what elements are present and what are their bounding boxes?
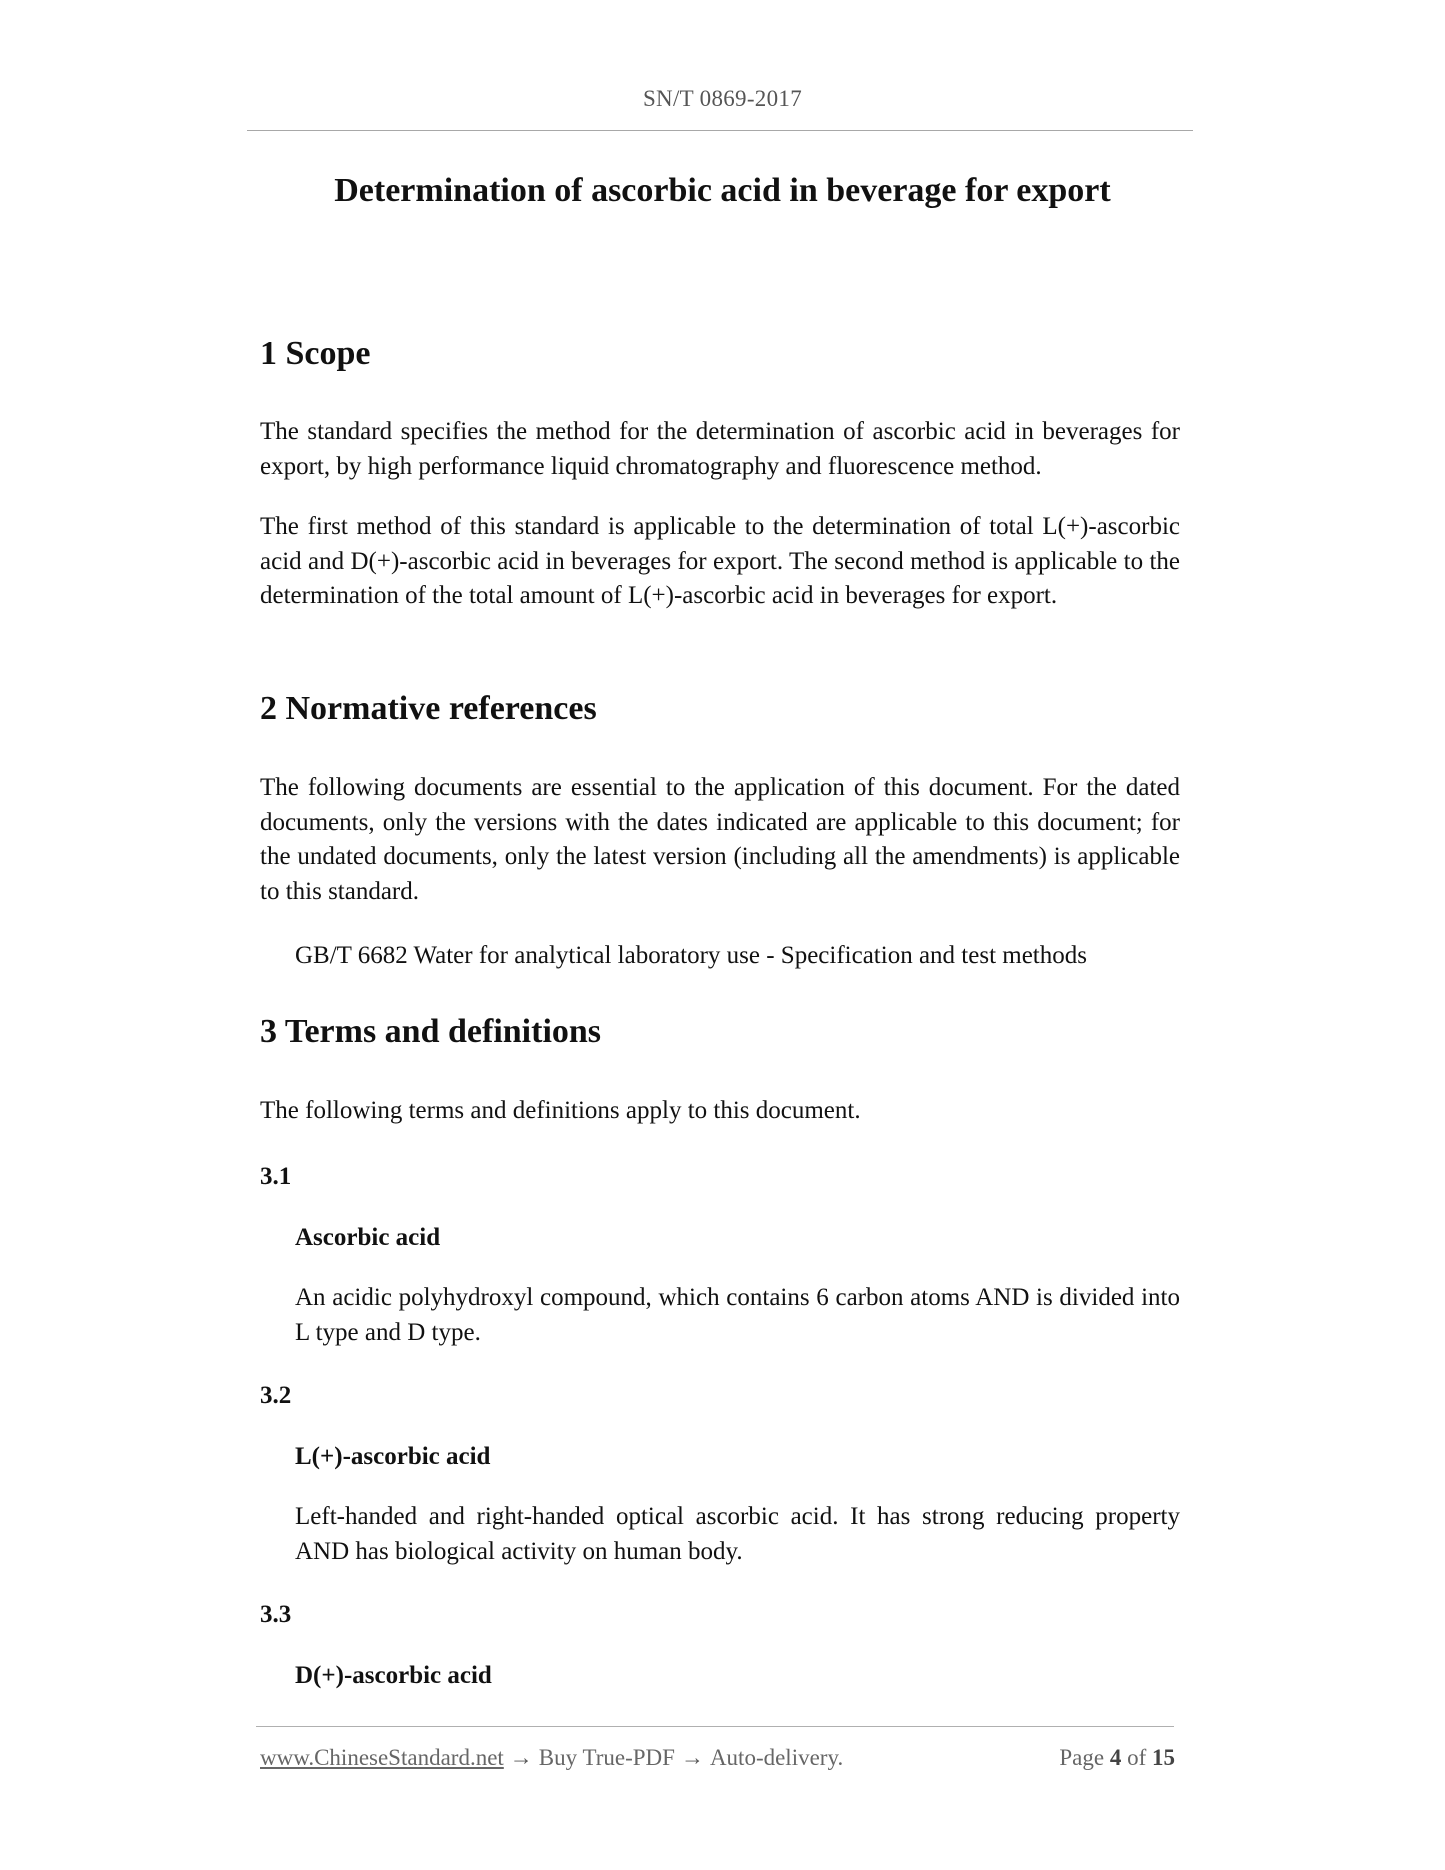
scope-paragraph-2: The first method of this standard is applicable to the determination of total L(+)-ascorbic acid and D(+)-ascorbic acid in beverages for export. The second method is applicable to the determination of the total amount of L(+)-ascorbic acid in beverages for export.: [260, 513, 1180, 609]
page-number: [1059, 1745, 1175, 1771]
term-name: D(+)-ascorbic acid: [295, 1662, 492, 1689]
buy-true-pdf-text: Buy True-PDF: [538, 1745, 675, 1770]
footer-left: [260, 1745, 843, 1771]
page-current: 4: [1109, 1745, 1122, 1770]
page-label: Page: [1059, 1745, 1105, 1770]
term-definition: An acidic polyhydroxyl compound, which contains 6 carbon atoms AND is divided into L type and D type.: [295, 1284, 1180, 1346]
document-title: Determination of ascorbic acid in beverage for export: [334, 172, 1111, 209]
footer-divider: [256, 1726, 1174, 1727]
right-arrow-icon: →: [680, 1745, 704, 1770]
section-heading-terms: 3 Terms and definitions: [260, 1013, 602, 1050]
header-divider: [247, 130, 1193, 131]
scope-paragraph-1: The standard specifies the method for the determination of ascorbic acid in beverages for export, by high performance liquid chromatography and fluorescence method.: [260, 418, 1180, 480]
auto-delivery-text: Auto-delivery.: [709, 1745, 844, 1770]
site-link[interactable]: www.ChineseStandard.net: [260, 1745, 504, 1770]
term-number: 3.2: [260, 1382, 292, 1409]
term-name: L(+)-ascorbic acid: [295, 1443, 491, 1470]
term-definition: Left-handed and right-handed optical ascorbic acid. It has strong reducing property AND has biological activity on human body.: [295, 1503, 1180, 1565]
term-name: Ascorbic acid: [295, 1224, 441, 1251]
section-heading-normative-references: 2 Normative references: [260, 690, 597, 727]
terms-intro: The following terms and definitions apply to this document.: [260, 1097, 861, 1124]
section-heading-scope: 1 Scope: [260, 335, 371, 372]
of-label: of: [1127, 1745, 1147, 1770]
normative-reference-item: GB/T 6682 Water for analytical laboratory use - Specification and test methods: [295, 942, 1087, 969]
term-number: 3.1: [260, 1163, 292, 1190]
right-arrow-icon: →: [509, 1745, 533, 1770]
normative-paragraph: The following documents are essential to the application of this document. For the dated documents, only the versions with the dates indicated are applicable to this document; for the undated documents, only the latest version (including all the amendments) is applicable to this standard.: [260, 774, 1180, 905]
page-total: 15: [1152, 1745, 1175, 1770]
running-header: SN/T 0869-2017: [642, 86, 803, 111]
term-number: 3.3: [260, 1601, 292, 1628]
